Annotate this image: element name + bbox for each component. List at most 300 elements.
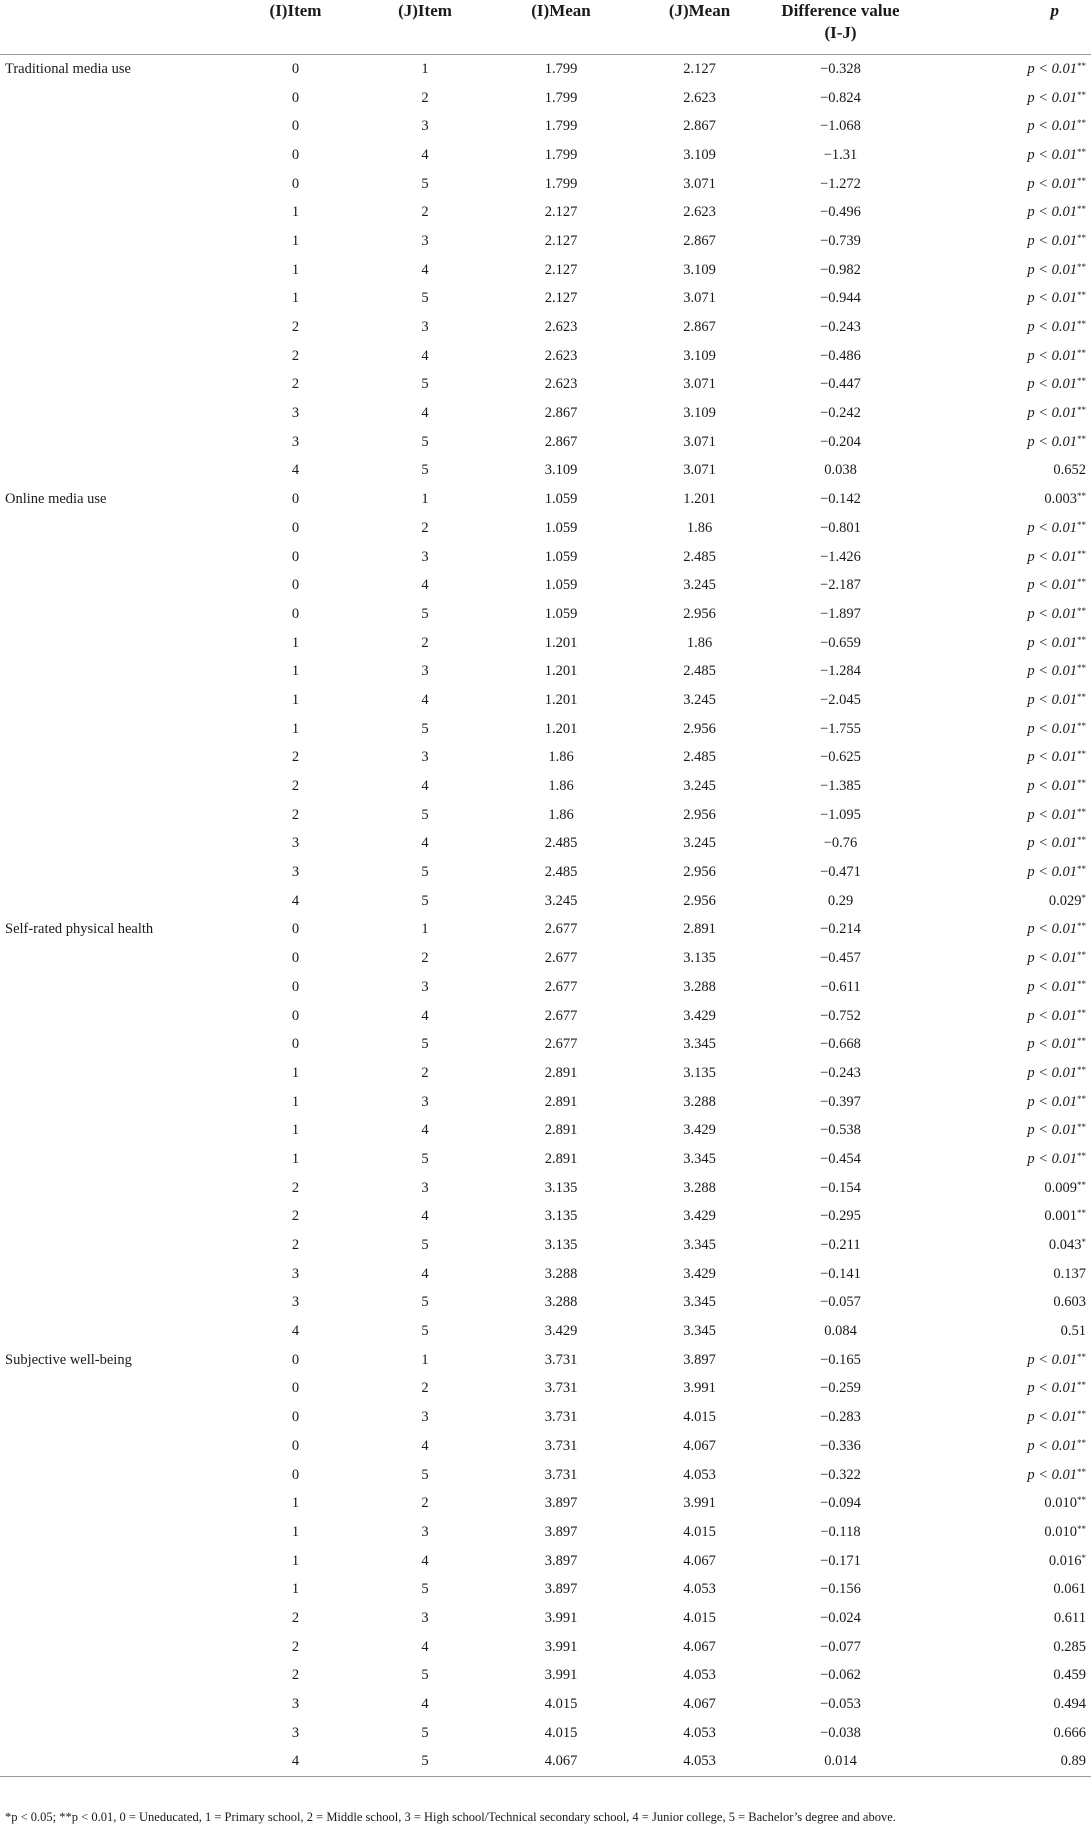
j-mean-cell: 3.109 [683,405,716,422]
difference-cell: −1.068 [820,118,861,135]
difference-cell: −0.118 [820,1523,861,1540]
i-mean-cell: 1.86 [548,778,574,795]
j-item-cell: 1 [421,1351,429,1368]
difference-cell: −0.243 [820,319,861,336]
difference-cell: −0.496 [820,204,861,221]
significance-marker: ** [1077,978,1086,989]
p-value-cell [911,858,1091,887]
table-row [0,457,1091,486]
table-row [0,55,1091,84]
significance-marker: ** [1077,175,1086,186]
p-value-text: p < 0.01 [1027,1150,1077,1167]
p-value-text: p < 0.01 [1027,978,1077,995]
i-mean-cell: 3.897 [544,1581,578,1598]
i-mean-cell: 1.799 [544,118,578,135]
significance-marker: ** [1077,232,1086,243]
j-mean-cell: 4.067 [683,1696,716,1713]
difference-cell: −0.944 [820,290,861,307]
j-item-cell: 1 [421,921,429,938]
table-row [0,1633,1091,1662]
significance-marker: ** [1077,491,1086,502]
j-mean-cell: 3.345 [683,1237,716,1254]
p-value-cell [911,944,1091,973]
table-row [0,514,1091,543]
i-mean-cell: 4.015 [544,1724,578,1741]
p-value-cell [911,1662,1091,1691]
table-row [0,543,1091,572]
p-value-cell [911,198,1091,227]
section-label [0,1289,234,1318]
j-mean-cell: 3.345 [683,1036,716,1053]
j-mean-cell: 3.345 [683,1150,716,1167]
section-label [0,227,234,256]
i-mean-cell: 2.891 [544,1122,578,1139]
j-mean-cell: 4.053 [683,1466,716,1483]
i-mean-cell: 2.485 [544,864,578,881]
section-label [0,830,234,859]
j-mean-cell: 2.867 [683,319,716,336]
j-item-cell: 5 [421,892,429,909]
j-mean-cell: 4.053 [683,1724,716,1741]
j-mean-cell: 2.127 [683,60,716,77]
p-value-text: 0.611 [1053,1609,1086,1626]
p-value-text: p < 0.01 [1027,749,1077,766]
i-mean-cell: 3.897 [544,1552,578,1569]
p-value-text: 0.666 [1053,1724,1086,1741]
i-mean-cell: 2.127 [544,261,578,278]
j-item-cell: 3 [421,1409,429,1426]
significance-marker: ** [1077,1150,1086,1161]
i-item-cell: 2 [291,1609,300,1626]
j-mean-cell: 3.071 [683,175,716,192]
i-mean-cell: 3.245 [544,892,578,909]
p-value-text: p < 0.01 [1027,921,1077,938]
table-row [0,858,1091,887]
i-mean-cell: 1.799 [544,89,578,106]
j-mean-cell: 4.015 [683,1409,716,1426]
i-item-cell: 1 [291,1552,300,1569]
difference-cell: −0.625 [820,749,861,766]
p-value-cell [911,1489,1091,1518]
i-item-cell: 1 [291,1523,300,1540]
i-item-cell: 0 [291,491,300,508]
i-item-cell: 0 [291,1351,300,1368]
j-mean-cell: 3.245 [683,778,716,795]
header-j-item: (J)Item [357,0,493,55]
p-value-text: p < 0.01 [1027,950,1077,967]
i-item-cell: 2 [291,347,300,364]
difference-cell: −0.668 [820,1036,861,1053]
p-value-cell [911,285,1091,314]
p-value-text: 0.016 [1048,1552,1082,1569]
j-item-cell: 4 [421,261,429,278]
p-value-text: p < 0.01 [1027,232,1077,249]
section-label [0,686,234,715]
significance-marker: * [1081,1552,1086,1563]
table-row [0,399,1091,428]
j-item-cell: 5 [421,462,429,479]
p-value-text: 0.494 [1053,1696,1086,1713]
j-item-cell: 2 [421,634,429,651]
significance-marker: ** [1077,1122,1086,1133]
significance-marker: ** [1077,720,1086,731]
p-value-cell [911,313,1091,342]
i-mean-cell: 1.059 [544,577,578,594]
table-row [0,1461,1091,1490]
i-item-cell: 2 [291,319,300,336]
table-row [0,1604,1091,1633]
j-mean-cell: 3.135 [683,1064,716,1081]
i-item-cell: 2 [291,1667,300,1684]
p-value-cell [911,371,1091,400]
p-value-text: 0.010 [1044,1523,1077,1540]
p-value-cell [911,1547,1091,1576]
p-value-text: p < 0.01 [1027,605,1077,622]
j-mean-cell: 2.956 [683,892,716,909]
difference-cell: 0.084 [824,1323,857,1340]
i-mean-cell: 1.059 [544,519,578,536]
p-value-cell [911,1030,1091,1059]
p-value-cell [911,887,1091,916]
p-value-cell [911,112,1091,141]
p-value-cell [911,1145,1091,1174]
section-label [0,198,234,227]
section-label [0,1518,234,1547]
j-item-cell: 4 [421,1437,429,1454]
section-label [0,629,234,658]
j-item-cell: 5 [421,1036,429,1053]
j-mean-cell: 3.071 [683,290,716,307]
j-item-cell: 5 [421,1581,429,1598]
i-item-cell: 3 [291,1294,300,1311]
section-label [0,1604,234,1633]
significance-marker: * [1081,892,1086,903]
table-row [0,1432,1091,1461]
significance-marker: ** [1077,319,1086,330]
p-value-cell [911,744,1091,773]
table-body [0,55,1091,1777]
i-item-cell: 2 [291,778,300,795]
difference-cell: −1.272 [820,175,861,192]
table-row [0,744,1091,773]
i-item-cell: 3 [291,835,300,852]
i-mean-cell: 2.127 [544,290,578,307]
section-label [0,657,234,686]
j-item-cell: 4 [421,1007,429,1024]
i-item-cell: 0 [291,89,300,106]
j-mean-cell: 3.429 [683,1007,716,1024]
i-item-cell: 1 [291,720,300,737]
difference-cell: −0.057 [820,1294,861,1311]
significance-marker: ** [1077,749,1086,760]
p-value-cell [911,629,1091,658]
table-row [0,170,1091,199]
difference-cell: −0.214 [820,921,861,938]
j-item-cell: 5 [421,1323,429,1340]
i-item-cell: 2 [291,749,300,766]
i-mean-cell: 4.015 [544,1696,578,1713]
significance-marker: ** [1077,376,1086,387]
p-value-cell [911,55,1091,84]
i-mean-cell: 2.623 [544,347,578,364]
p-value-text: p < 0.01 [1027,548,1077,565]
section-label [0,170,234,199]
i-item-cell: 2 [291,806,300,823]
i-item-cell: 1 [291,232,300,249]
p-value-cell [911,256,1091,285]
i-mean-cell: 1.86 [548,806,574,823]
i-mean-cell: 3.991 [544,1667,578,1684]
p-value-cell [911,1174,1091,1203]
i-item-cell: 0 [291,175,300,192]
table-row [0,1174,1091,1203]
i-mean-cell: 3.135 [544,1179,578,1196]
i-item-cell: 1 [291,261,300,278]
difference-cell: −0.053 [820,1696,861,1713]
i-mean-cell: 2.623 [544,319,578,336]
p-value-text: p < 0.01 [1027,433,1077,450]
table-row [0,1375,1091,1404]
significance-marker: ** [1077,118,1086,129]
p-value-cell [911,342,1091,371]
section-label [0,944,234,973]
section-label [0,973,234,1002]
difference-cell: −0.283 [820,1409,861,1426]
p-value-cell [911,543,1091,572]
j-mean-cell: 1.86 [686,519,713,536]
section-label [0,112,234,141]
j-item-cell: 5 [421,1294,429,1311]
difference-cell: −0.062 [820,1667,861,1684]
section-label [0,801,234,830]
p-value-cell [911,801,1091,830]
section-label [0,543,234,572]
table-row [0,657,1091,686]
i-mean-cell: 2.677 [544,1036,578,1053]
section-label [0,1432,234,1461]
section-label [0,1489,234,1518]
table-row [0,1317,1091,1346]
j-mean-cell: 3.345 [683,1294,716,1311]
significance-marker: ** [1077,1380,1086,1391]
p-value-text: p < 0.01 [1027,778,1077,795]
table-row [0,198,1091,227]
significance-marker: ** [1077,1208,1086,1219]
significance-marker: ** [1077,519,1086,530]
significance-marker: ** [1077,1437,1086,1448]
j-item-cell: 2 [421,1495,429,1512]
p-value-cell [911,227,1091,256]
j-item-cell: 5 [421,290,429,307]
section-label [0,887,234,916]
table-row [0,1518,1091,1547]
table-row [0,571,1091,600]
p-value-cell [911,1748,1091,1777]
j-item-cell: 4 [421,1208,429,1225]
j-mean-cell: 3.288 [683,978,716,995]
table-row [0,485,1091,514]
difference-cell: −0.142 [820,491,861,508]
difference-cell: −0.328 [820,60,861,77]
p-value-text: 0.603 [1053,1294,1086,1311]
p-value-cell [911,1203,1091,1232]
difference-cell: −0.295 [820,1208,861,1225]
i-item-cell: 3 [291,864,300,881]
section-label [0,1690,234,1719]
p-value-cell [911,600,1091,629]
table-row [0,715,1091,744]
header-i-item: (I)Item [234,0,357,55]
table-row [0,256,1091,285]
p-value-cell [911,1403,1091,1432]
j-item-cell: 5 [421,605,429,622]
p-value-cell [911,973,1091,1002]
j-mean-cell: 3.288 [683,1093,716,1110]
p-value-cell [911,830,1091,859]
p-value-text: p < 0.01 [1027,1036,1077,1053]
p-value-text: p < 0.01 [1027,175,1077,192]
difference-cell: −0.154 [820,1179,861,1196]
table-footnote: *p < 0.05; **p < 0.01, 0 = Uneducated, 1 = Primary school, 2 = Middle school, 3 = High school/Technical secondary school, 4 = Junior college, 5 = Bachelor’s degree and above. [5,1810,896,1824]
difference-cell: −1.31 [823,146,858,163]
difference-cell: −0.454 [820,1150,861,1167]
p-value-cell [911,1289,1091,1318]
difference-cell: −0.611 [820,978,861,995]
j-item-cell: 3 [421,1179,429,1196]
j-item-cell: 4 [421,347,429,364]
i-mean-cell: 2.127 [544,232,578,249]
j-item-cell: 2 [421,1380,429,1397]
table-row [0,1231,1091,1260]
significance-marker: ** [1077,634,1086,645]
p-value-text: p < 0.01 [1027,1007,1077,1024]
i-mean-cell: 2.867 [544,405,578,422]
significance-marker: ** [1077,433,1086,444]
difference-cell: −2.187 [820,577,861,594]
table-row [0,428,1091,457]
table-row [0,1116,1091,1145]
table-row [0,1289,1091,1318]
significance-marker: ** [1077,1064,1086,1075]
i-item-cell: 0 [291,1437,300,1454]
significance-marker: ** [1077,778,1086,789]
table-row [0,1690,1091,1719]
j-mean-cell: 3.245 [683,835,716,852]
table-row [0,830,1091,859]
section-label [0,1059,234,1088]
table-row [0,1662,1091,1691]
j-mean-cell: 3.245 [683,691,716,708]
i-mean-cell: 2.623 [544,376,578,393]
significance-marker: ** [1077,921,1086,932]
j-item-cell: 3 [421,548,429,565]
difference-cell: −0.752 [820,1007,861,1024]
difference-cell: −1.095 [820,806,861,823]
difference-cell: −0.024 [820,1609,861,1626]
p-value-text: p < 0.01 [1027,376,1077,393]
i-item-cell: 4 [291,1323,300,1340]
header-j-mean: (J)Mean [629,0,770,55]
j-mean-cell: 3.288 [683,1179,716,1196]
i-mean-cell: 3.897 [544,1495,578,1512]
section-label: Traditional media use [5,60,131,77]
difference-cell: −1.426 [820,548,861,565]
j-item-cell: 4 [421,146,429,163]
section-label [0,285,234,314]
j-mean-cell: 4.067 [683,1552,716,1569]
difference-cell: −2.045 [820,691,861,708]
p-value-text: 0.003 [1044,491,1077,508]
j-mean-cell: 3.245 [683,577,716,594]
p-value-cell [911,1088,1091,1117]
header-i-mean: (I)Mean [493,0,629,55]
i-item-cell: 0 [291,921,300,938]
significance-marker: ** [1077,60,1086,71]
section-label [0,571,234,600]
difference-cell: −0.165 [820,1351,861,1368]
p-value-cell [911,686,1091,715]
table-row [0,285,1091,314]
j-mean-cell: 2.485 [683,548,716,565]
p-value-text: p < 0.01 [1027,1466,1077,1483]
significance-marker: ** [1077,1036,1086,1047]
j-mean-cell: 2.956 [683,864,716,881]
significance-marker: ** [1077,1409,1086,1420]
j-mean-cell: 1.86 [686,634,713,651]
p-value-cell [911,1116,1091,1145]
i-item-cell: 3 [291,1724,300,1741]
table-row [0,371,1091,400]
i-mean-cell: 3.135 [544,1237,578,1254]
significance-marker: ** [1077,290,1086,301]
section-label [0,1719,234,1748]
p-value-cell [911,1604,1091,1633]
difference-cell: −0.801 [820,519,861,536]
j-item-cell: 4 [421,778,429,795]
difference-cell: −0.471 [820,864,861,881]
i-item-cell: 1 [291,1122,300,1139]
i-mean-cell: 1.799 [544,175,578,192]
difference-cell: −0.982 [820,261,861,278]
table-row [0,1030,1091,1059]
j-mean-cell: 3.071 [683,376,716,393]
j-mean-cell: 3.897 [683,1351,716,1368]
difference-cell: −0.447 [820,376,861,393]
significance-marker: ** [1077,1523,1086,1534]
table-row [0,973,1091,1002]
significance-marker: ** [1077,1007,1086,1018]
j-mean-cell: 2.867 [683,118,716,135]
j-item-cell: 5 [421,1667,429,1684]
difference-cell: −0.739 [820,232,861,249]
p-value-cell [911,916,1091,945]
section-label [0,1748,234,1777]
section-label [0,600,234,629]
j-item-cell: 4 [421,691,429,708]
p-value-cell [911,1518,1091,1547]
i-item-cell: 1 [291,1093,300,1110]
p-value-cell [911,1633,1091,1662]
difference-cell: 0.29 [827,892,854,909]
i-mean-cell: 3.991 [544,1638,578,1655]
p-value-text: 0.029 [1048,892,1082,909]
section-label [0,399,234,428]
table-row [0,1719,1091,1748]
p-value-cell [911,1690,1091,1719]
section-label [0,1116,234,1145]
section-label [0,1260,234,1289]
i-item-cell: 3 [291,405,300,422]
